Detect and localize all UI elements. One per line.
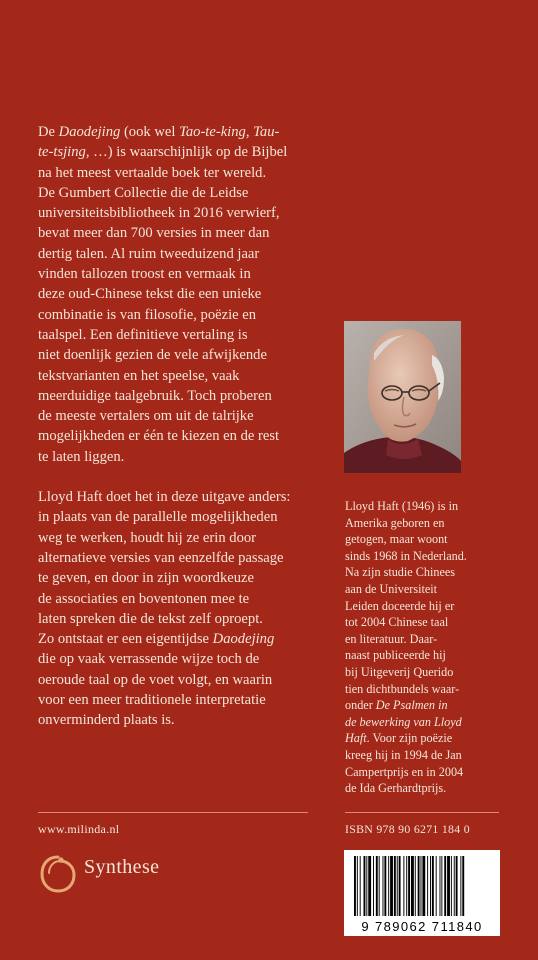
barcode-bar — [408, 856, 410, 916]
author-photo — [344, 321, 461, 473]
blurb-text: Lloyd Haft doet het in deze uitgave anders: in plaats van de parallelle mogelijkheden weg te werken, houdt hij ze erin door alternatieve versies van eenzelfde passage te geven, en door in zijn woordkeuze de associaties en boventonen mee te laten spreken die de tekst zelf oproept. Zo ontstaat er een eigentijdse — [38, 489, 291, 648]
barcode-bars — [344, 850, 500, 920]
barcode-bar — [403, 856, 404, 916]
blurb-title-italic: Daodejing — [58, 124, 121, 140]
barcode-bar — [397, 856, 398, 916]
ouroboros-logo-icon — [38, 851, 78, 895]
barcode-bar — [421, 856, 422, 916]
blurb-title-italic: Daodejing — [212, 631, 275, 648]
isbn-barcode — [344, 850, 500, 936]
barcode-bar — [354, 856, 356, 916]
barcode-bar — [447, 856, 450, 916]
barcode-bar — [415, 856, 416, 916]
barcode-bar — [357, 856, 358, 916]
barcode-bar — [444, 856, 446, 916]
barcode-bar — [406, 856, 407, 916]
blurb-text: …) is waarschijnlijk op de Bijbel na het meest vertaalde boek ter wereld. De Gumbert Collectie die de Leidse universiteitsbibliotheek in 2016 verwierf, bevat meer dan 700 versies in meer dan dertig talen. Al ruim tweeduizend jaar vinden tallozen troost en vermaak in deze oud-Chinese tekst die een unieke combinatie is van filosofie, poëzie en taalspel. Een definitieve vertaling is niet doenlijk gezien de vele afwijkende tekstvarianten en het speelse, vaak meerduidige taalgebruik. Toch proberen de meeste vertalers om uit de talrijke mogelijkheden er één te kiezen en de rest te laten liggen. — [38, 144, 288, 465]
barcode-bar — [384, 856, 386, 916]
barcode-bar — [432, 856, 434, 916]
barcode-bar — [441, 856, 442, 916]
barcode-digits: 9 789062 711840 — [361, 919, 483, 934]
blurb-paragraph-1 — [38, 122, 328, 467]
barcode-bar — [418, 856, 420, 916]
barcode-bar — [427, 856, 428, 916]
blurb-text: (ook wel — [120, 124, 180, 140]
isbn-number: ISBN 978 90 6271 184 0 — [345, 822, 470, 836]
barcode-bar — [462, 856, 464, 916]
footer-divider-left — [38, 812, 308, 813]
bio-text: . Voor zijn poëzie kreeg hij in 1994 de Jan Campertprijs en in 2004 de Ida Gerhardtprijs. — [345, 731, 464, 796]
bio-text: Lloyd Haft (1946) is in Amerika geboren en getogen, maar woont sinds 1968 in Nederland. Na zijn studie Chinees aan de Universiteit Leiden doceerde hij er tot 2004 Chinese taal en literatuur. Daar- naast publiceerde hij bij Uitgeverij Querido tien dichtbundels waar- onder — [345, 499, 467, 713]
barcode-bar — [364, 856, 366, 916]
blurb-text: die op vaak verrassende wijze toch de oeroude taal op de voet volgt, en waarin voor een meer traditionele interpretatie onverminderd plaats is. — [38, 651, 273, 729]
publisher-website-link[interactable]: www.milinda.nl — [38, 822, 120, 836]
barcode-bar — [388, 856, 389, 916]
author-portrait-icon — [344, 321, 461, 473]
barcode-bar — [440, 856, 441, 916]
barcode-bar — [383, 856, 384, 916]
barcode-bar — [456, 856, 458, 916]
author-bio — [345, 498, 505, 797]
barcode-bar — [454, 856, 455, 916]
barcode-bar — [394, 856, 396, 916]
barcode-bar — [460, 856, 461, 916]
barcode-bar — [376, 856, 378, 916]
footer-divider-right — [345, 812, 499, 813]
barcode-bar — [451, 856, 452, 916]
barcode-bar — [368, 856, 371, 916]
barcode-bar — [399, 856, 401, 916]
barcode-bar — [366, 856, 367, 916]
barcode-bar — [360, 856, 361, 916]
barcode-bar — [379, 856, 380, 916]
publisher-name: Synthese — [84, 855, 160, 878]
barcode-bar — [422, 856, 425, 916]
blurb-text: De — [38, 124, 59, 140]
barcode-bar — [373, 856, 374, 916]
barcode-bar — [430, 856, 431, 916]
publisher-logo — [38, 850, 159, 896]
bio-book-title-italic: De Psalmen in de bewerking van Lloyd Haft — [345, 698, 462, 746]
barcode-bar — [411, 856, 414, 916]
back-cover-blurb — [38, 122, 328, 751]
barcode-bar — [436, 856, 437, 916]
blurb-paragraph-2 — [38, 487, 328, 731]
blurb-alt-titles-italic: Tao-te-king, Tau- te-tsjing, — [38, 124, 280, 161]
barcode-bar — [390, 856, 393, 916]
